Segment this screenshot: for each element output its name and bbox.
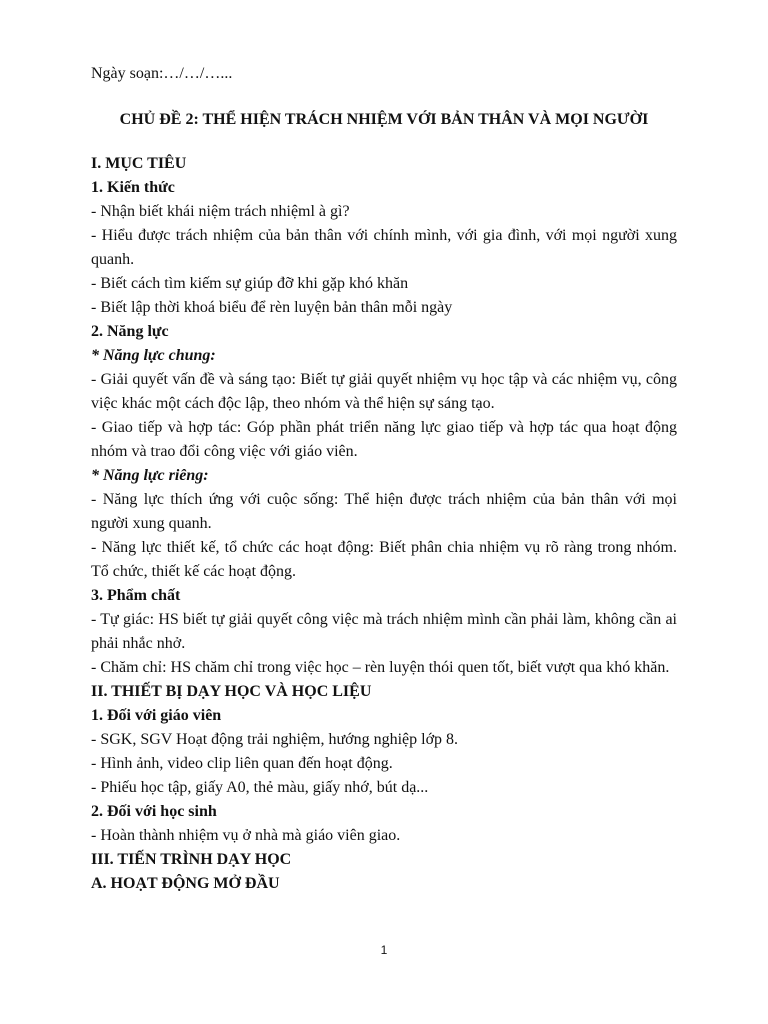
section-objectives-heading: I. MỤC TIÊU bbox=[91, 155, 187, 172]
competence-heading: 2. Năng lực bbox=[91, 323, 169, 340]
specific-competence-item: - Năng lực thiết kế, tổ chức các hoạt động: Biết phân chia nhiệm vụ rõ ràng trong nhóm. Tổ chức, thiết kế các hoạt động. bbox=[91, 539, 677, 580]
general-competence-heading: * Năng lực chung: bbox=[91, 347, 216, 364]
general-competence-item: - Giao tiếp và hợp tác: Góp phần phát triển năng lực giao tiếp và hợp tác qua hoạt động nhóm và trao đổi công việc với giáo viên. bbox=[91, 419, 677, 460]
student-item: - Hoàn thành nhiệm vụ ở nhà mà giáo viên giao. bbox=[91, 827, 401, 844]
page-number: 1 bbox=[380, 943, 388, 957]
teacher-item: - Phiếu học tập, giấy A0, thẻ màu, giấy nhớ, bút dạ... bbox=[91, 779, 429, 796]
document-title: CHỦ ĐỀ 2: THỂ HIỆN TRÁCH NHIỆM VỚI BẢN THÂN VÀ MỌI NGƯỜI bbox=[119, 111, 649, 128]
knowledge-heading: 1. Kiến thức bbox=[91, 179, 175, 196]
knowledge-item: - Hiểu được trách nhiệm của bản thân với chính mình, với gia đình, với mọi người xung quanh. bbox=[91, 227, 677, 268]
date-line: Ngày soạn:…/…/…... bbox=[91, 65, 233, 82]
student-heading: 2. Đối với học sinh bbox=[91, 803, 217, 820]
document-page bbox=[91, 62, 677, 896]
qualities-heading: 3. Phẩm chất bbox=[91, 587, 181, 604]
teacher-item: - SGK, SGV Hoạt động trải nghiệm, hướng nghiệp lớp 8. bbox=[91, 731, 459, 748]
specific-competence-item: - Năng lực thích ứng với cuộc sống: Thể hiện được trách nhiệm của bản thân với mọi người xung quanh. bbox=[91, 491, 677, 532]
knowledge-item: - Nhận biết khái niệm trách nhiệml à gì? bbox=[91, 203, 350, 220]
knowledge-item: - Biết lập thời khoá biểu để rèn luyện bản thân mỗi ngày bbox=[91, 299, 453, 316]
opening-activity-heading: A. HOẠT ĐỘNG MỞ ĐẦU bbox=[91, 875, 280, 892]
specific-competence-heading: * Năng lực riêng: bbox=[91, 467, 209, 484]
section-process-heading: III. TIẾN TRÌNH DẠY HỌC bbox=[91, 851, 292, 868]
teacher-heading: 1. Đối với giáo viên bbox=[91, 707, 222, 724]
qualities-item: - Tự giác: HS biết tự giải quyết công việc mà trách nhiệm mình cần phải làm, không cần ai phải nhắc nhở. bbox=[91, 611, 677, 652]
teacher-item: - Hình ảnh, video clip liên quan đến hoạt động. bbox=[91, 755, 393, 772]
section-equipment-heading: II. THIẾT BỊ DẠY HỌC VÀ HỌC LIỆU bbox=[91, 683, 372, 700]
qualities-item: - Chăm chỉ: HS chăm chỉ trong việc học – rèn luyện thói quen tốt, biết vượt qua khó khăn. bbox=[91, 659, 670, 676]
knowledge-item: - Biết cách tìm kiếm sự giúp đỡ khi gặp khó khăn bbox=[91, 275, 409, 292]
general-competence-item: - Giải quyết vấn đề và sáng tạo: Biết tự giải quyết nhiệm vụ học tập và các nhiệm vụ, công việc khác một cách độc lập, theo nhóm và thể hiện sự sáng tạo. bbox=[91, 371, 677, 412]
